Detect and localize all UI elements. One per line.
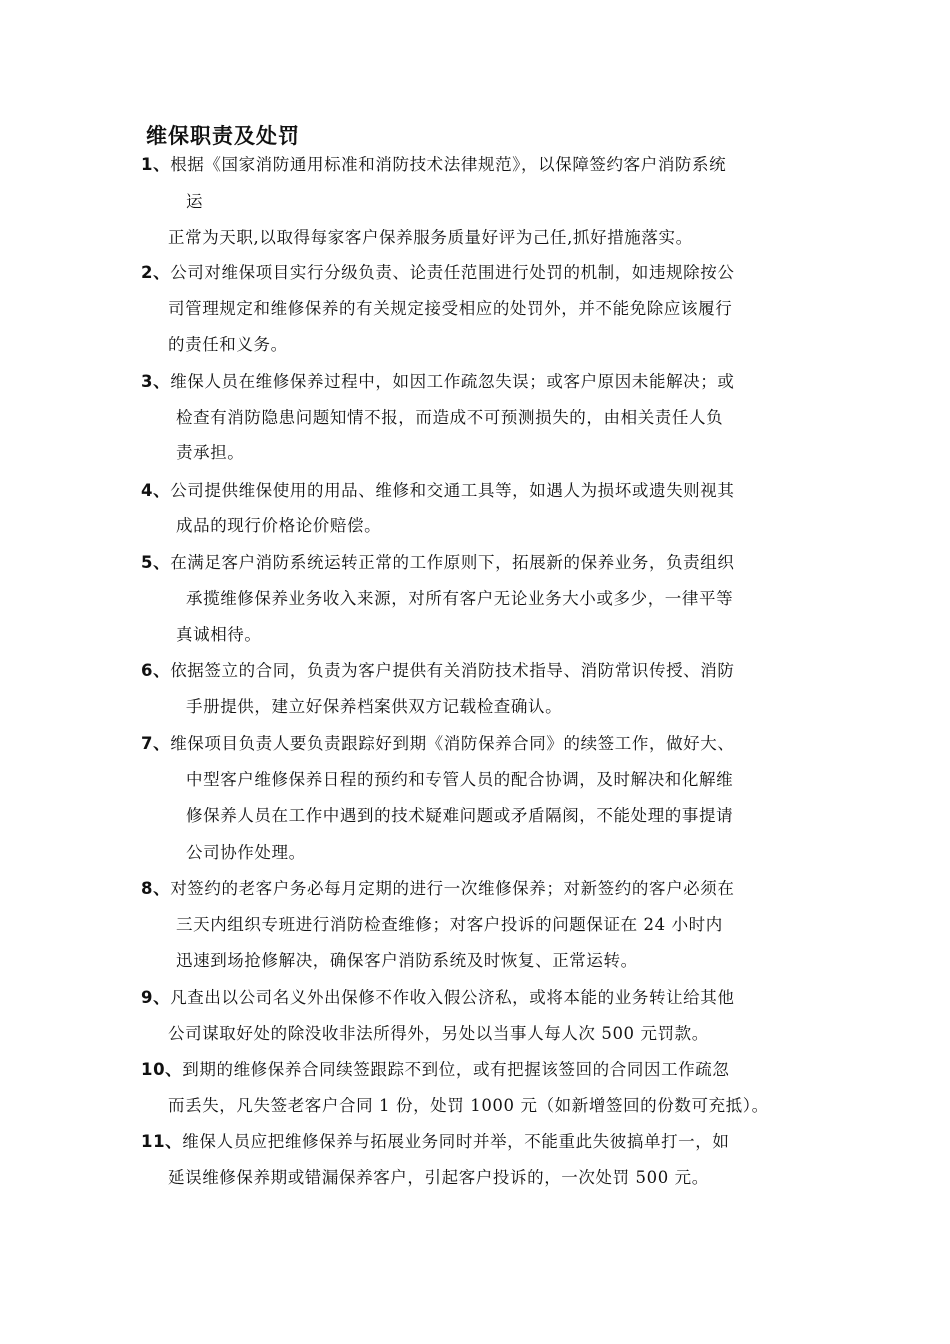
line-text: 维保人员应把维修保养与拓展业务同时并举，不能重此失彼搞单打一，如 [182,1132,730,1151]
item-9-line-1 [141,984,735,1008]
item-8-line-3: 迅速到场抢修解决，确保客户消防系统及时恢复、正常运转。 [176,951,638,970]
item-number: 2、 [141,263,171,282]
item-1-line-3: 正常为天职,以取得每家客户保养服务质量好评为己任,抓好措施落实。 [168,228,693,247]
item-3-line-3: 责承担。 [176,443,245,462]
line-text: 凡查出以公司名义外出保修不作收入假公济私，或将本能的业务转让给其他 [170,988,735,1007]
item-2-line-3: 的责任和义务。 [168,335,288,354]
item-7-line-2: 中型客户维修保养日程的预约和专管人员的配合协调，及时解决和化解维 [186,770,734,789]
item-7-line-1 [141,730,735,754]
item-1-line-2: 运 [186,192,204,211]
line-text: 根据《国家消防通用标准和消防技术法律规范》，以保障签约客户消防系统 [170,155,727,174]
item-4-line-1 [141,477,735,501]
line-text: 依据签立的合同，负责为客户提供有关消防技术指导、消防常识传授、消防 [170,661,735,680]
item-2-line-2: 司管理规定和维修保养的有关规定接受相应的处罚外，并不能免除应该履行 [168,299,733,318]
item-5-line-3: 真诚相待。 [176,625,262,644]
item-9-line-2: 公司谋取好处的除没收非法所得外，另处以当事人每人次 500 元罚款。 [168,1024,709,1043]
item-number: 10、 [141,1060,183,1079]
item-number: 3、 [141,372,171,391]
line-text: 对签约的老客户务必每月定期的进行一次维修保养；对新签约的客户必须在 [170,879,735,898]
line-text: 维保人员在维修保养过程中，如因工作疏忽失误；或客户原因未能解决；或 [170,372,735,391]
line-text: 公司提供维保使用的用品、维修和交通工具等，如遇人为损坏或遗失则视其 [170,481,735,500]
item-7-line-4: 公司协作处理。 [186,843,306,862]
item-4-line-2: 成品的现行价格论价赔偿。 [176,516,382,535]
item-10-line-1 [141,1056,729,1080]
item-1-line-1 [141,151,726,175]
line-text: 在满足客户消防系统运转正常的工作原则下，拓展新的保养业务，负责组织 [170,553,735,572]
item-8-line-2: 三天内组织专班进行消防检查维修；对客户投诉的问题保证在 24 小时内 [176,915,723,934]
line-text: 公司对维保项目实行分级负责、论责任范围进行处罚的机制，如违规除按公 [170,263,735,282]
item-8-line-1 [141,875,735,899]
item-6-line-2: 手册提供，建立好保养档案供双方记载检查确认。 [186,697,563,716]
item-2-line-1 [141,259,735,283]
item-number: 6、 [141,661,171,680]
item-11-line-2: 延误维修保养期或错漏保养客户，引起客户投诉的，一次处罚 500 元。 [168,1168,709,1187]
item-7-line-3: 修保养人员在工作中遇到的技术疑难问题或矛盾隔阂，不能处理的事提请 [186,806,734,825]
item-number: 7、 [141,734,171,753]
item-10-line-2: 而丢失，凡失签老客户合同 1 份，处罚 1000 元（如新增签回的份数可充抵）。 [168,1096,769,1115]
item-5-line-1 [141,549,735,573]
item-3-line-2: 检查有消防隐患问题知情不报，而造成不可预测损失的，由相关责任人负 [176,408,724,427]
line-text: 到期的维修保养合同续签跟踪不到位，或有把握该签回的合同因工作疏忽 [182,1060,730,1079]
item-number: 8、 [141,879,171,898]
item-number: 4、 [141,481,171,500]
item-number: 5、 [141,553,171,572]
item-5-line-2: 承揽维修保养业务收入来源，对所有客户无论业务大小或多少，一律平等 [186,589,734,608]
line-text: 维保项目负责人要负责跟踪好到期《消防保养合同》的续签工作，做好大、 [170,734,735,753]
item-number: 9、 [141,988,171,1007]
document-title: 维保职责及处罚 [146,124,300,148]
item-number: 1、 [141,155,171,174]
item-3-line-1 [141,368,735,392]
item-11-line-1 [141,1128,729,1152]
item-number: 11、 [141,1132,183,1151]
item-6-line-1 [141,657,735,681]
